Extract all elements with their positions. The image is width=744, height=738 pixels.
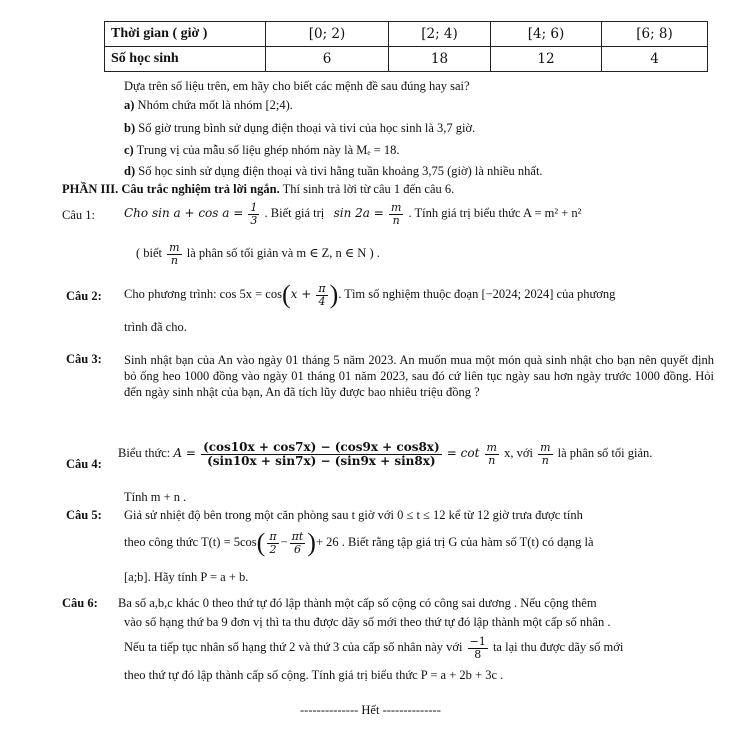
- question-5-line-2: [124, 528, 594, 558]
- question-2-line-1: [124, 280, 615, 310]
- numerator: −1: [469, 635, 486, 648]
- text: là phân số tối giản và m ∈ Z, n ∈ N ) .: [186, 245, 380, 260]
- text: theo công thức T(t) = 5cos: [124, 534, 257, 549]
- numerator: π: [318, 281, 326, 295]
- table-header-cell: Số học sinh: [105, 47, 266, 72]
- question-3-text: Sinh nhật bạn của An vào ngày 01 tháng 5 năm 2023. An muốn mua một món quà sinh nhật cho bạn nên quyết định bỏ ống heo 1000 đồng vào ngày 01 tháng 01 năm 2023, sau đó cứ liên tục ngày sau hơn ngày trước 1000 đồng. Hỏi đến ngày sinh nhật của bạn, An đã tích lũy được bao nhiêu triệu đồng ?: [124, 353, 714, 399]
- text: + 26 . Biết rằng tập giá trị G của hàm số T(t) có dạng là: [315, 534, 594, 549]
- question-2-label: Câu 2:: [66, 289, 102, 303]
- statement-text: Nhóm chứa mốt là nhóm [2;4).: [137, 98, 293, 112]
- table-cell: [6; 8): [602, 22, 708, 47]
- denominator: n: [392, 213, 400, 227]
- text: Cho phương trình: cos 5x = cos: [124, 286, 282, 301]
- fraction: [468, 636, 488, 660]
- denominator: 6: [293, 542, 301, 556]
- numerator: π: [269, 529, 277, 543]
- table-cell: 12: [491, 47, 602, 72]
- fraction: [267, 531, 278, 555]
- section-title: PHẦN III. Câu trắc nghiệm trả lời ngắn.: [62, 182, 280, 196]
- text: ( biết: [136, 245, 163, 260]
- fraction: [389, 202, 403, 226]
- denominator: 2: [269, 542, 277, 556]
- fraction: [201, 441, 442, 467]
- left-paren: (: [256, 528, 266, 557]
- math-text: A =: [173, 445, 196, 460]
- statement-a: [124, 98, 293, 113]
- numerator: m: [486, 441, 497, 455]
- question-4-line-1: [118, 441, 652, 467]
- denominator: (sin10x + sin7x) − (sin9x + sin8x): [207, 453, 436, 468]
- fraction: [167, 242, 181, 266]
- statement-b: [124, 121, 475, 136]
- numerator: m: [390, 201, 402, 214]
- minus-sign: −: [280, 534, 288, 549]
- numerator: m: [540, 441, 551, 455]
- question-2-line-2: trình đã cho.: [124, 320, 187, 334]
- text: . Biết giá trị: [264, 205, 325, 220]
- statement-text: Số học sinh sử dụng điện thoại và tivi hằng tuần khoảng 3,75 (giờ) là nhiều nhất.: [138, 164, 543, 178]
- text: . Tính giá trị biểu thức A = m² + n²: [408, 205, 582, 220]
- right-paren: ): [307, 528, 316, 557]
- text: x, với: [504, 445, 533, 460]
- numerator: 1: [250, 201, 258, 214]
- question-5-line-3: [a;b]. Hãy tính P = a + b.: [124, 570, 249, 584]
- denominator: n: [170, 253, 178, 267]
- question-4-label: Câu 4:: [66, 457, 102, 471]
- statement-d: [124, 164, 543, 179]
- numerator: (cos10x + cos7x) − (cos9x + cos8x): [203, 440, 440, 454]
- question-1-label: Câu 1:: [62, 208, 95, 222]
- section-instruction: Thí sinh trả lời từ câu 1 đến câu 6.: [282, 182, 455, 196]
- math-text: = cot: [446, 445, 480, 460]
- text: Nếu ta tiếp tục nhân số hạng thứ 2 và thứ 3 của cấp số nhân này với: [124, 639, 463, 654]
- question-3-label: Câu 3:: [66, 352, 102, 366]
- question-4-line-2: Tính m + n .: [124, 490, 187, 504]
- math-text: x +: [290, 286, 312, 301]
- question-6-line-1: Ba số a,b,c khác 0 theo thứ tự đó lập thành một cấp số cộng có công sai dương . Nếu cộng thêm: [118, 596, 597, 610]
- question-6-line-3: [124, 636, 623, 660]
- math-text: sin 2a =: [333, 205, 384, 220]
- section-heading: [62, 182, 454, 197]
- denominator: 3: [250, 213, 258, 227]
- left-paren: (: [281, 280, 291, 309]
- end-marker: -------------- Hết --------------: [300, 703, 441, 717]
- table-header-cell: Thời gian ( giờ ): [105, 22, 266, 47]
- denominator: 4: [318, 294, 326, 308]
- fraction: [248, 202, 259, 226]
- statement-label: a): [124, 98, 135, 112]
- math-text: Cho sin a + cos a =: [124, 205, 244, 220]
- denominator: 8: [474, 647, 482, 661]
- fraction: [538, 442, 552, 466]
- numerator: πt: [291, 529, 304, 543]
- question-1-line-1: [124, 202, 581, 226]
- fraction: [316, 283, 327, 307]
- right-paren: ): [329, 280, 339, 309]
- table-cell: 18: [389, 47, 491, 72]
- statement-text: Số giờ trung bình sử dụng điện thoại và tivi của học sinh là 3,7 giờ.: [138, 121, 476, 135]
- fraction: [485, 442, 499, 466]
- question-5-label: Câu 5:: [66, 508, 102, 522]
- numerator: m: [169, 241, 180, 254]
- question-5-line-1: Giả sử nhiệt độ bên trong một căn phòng sau t giờ với 0 ≤ t ≤ 12 kể từ 12 giờ trưa được tính: [124, 508, 583, 522]
- statement-label: c): [124, 143, 134, 157]
- table-cell: 6: [266, 47, 389, 72]
- table-row: [105, 22, 708, 47]
- table-row: [105, 47, 708, 72]
- table-cell: [4; 6): [491, 22, 602, 47]
- table-cell: [0; 2): [266, 22, 389, 47]
- frequency-table: [104, 21, 708, 72]
- question-6-line-2: vào số hạng thứ ba 9 đơn vị thì ta thu được dãy số mới theo thứ tự đó lập thành một cấp số nhân .: [124, 615, 611, 629]
- question-6-line-4: theo thứ tự đó lập thành cấp số cộng. Tính giá trị biểu thức P = a + 2b + 3c .: [124, 668, 504, 682]
- fraction: [290, 531, 306, 555]
- table-cell: 4: [602, 47, 708, 72]
- question-1-line-2: [136, 242, 380, 266]
- statement-label: d): [124, 164, 136, 178]
- statement-text: Trung vị của mẫu số liệu ghép nhóm này là Mₑ = 18.: [136, 143, 400, 157]
- text: là phân số tối giản.: [557, 445, 653, 460]
- text: ta lại thu được dãy số mới: [492, 639, 624, 654]
- question-6-label: Câu 6:: [62, 596, 98, 610]
- statements-intro: Dựa trên số liệu trên, em hãy cho biết các mệnh đề sau đúng hay sai?: [124, 79, 470, 93]
- denominator: n: [541, 453, 549, 467]
- statement-label: b): [124, 121, 136, 135]
- statement-c: [124, 143, 400, 158]
- table-cell: [2; 4): [389, 22, 491, 47]
- text: . Tìm số nghiệm thuộc đoạn [−2024; 2024] của phương: [338, 286, 616, 301]
- text: Biểu thức:: [118, 445, 171, 460]
- denominator: n: [488, 453, 496, 467]
